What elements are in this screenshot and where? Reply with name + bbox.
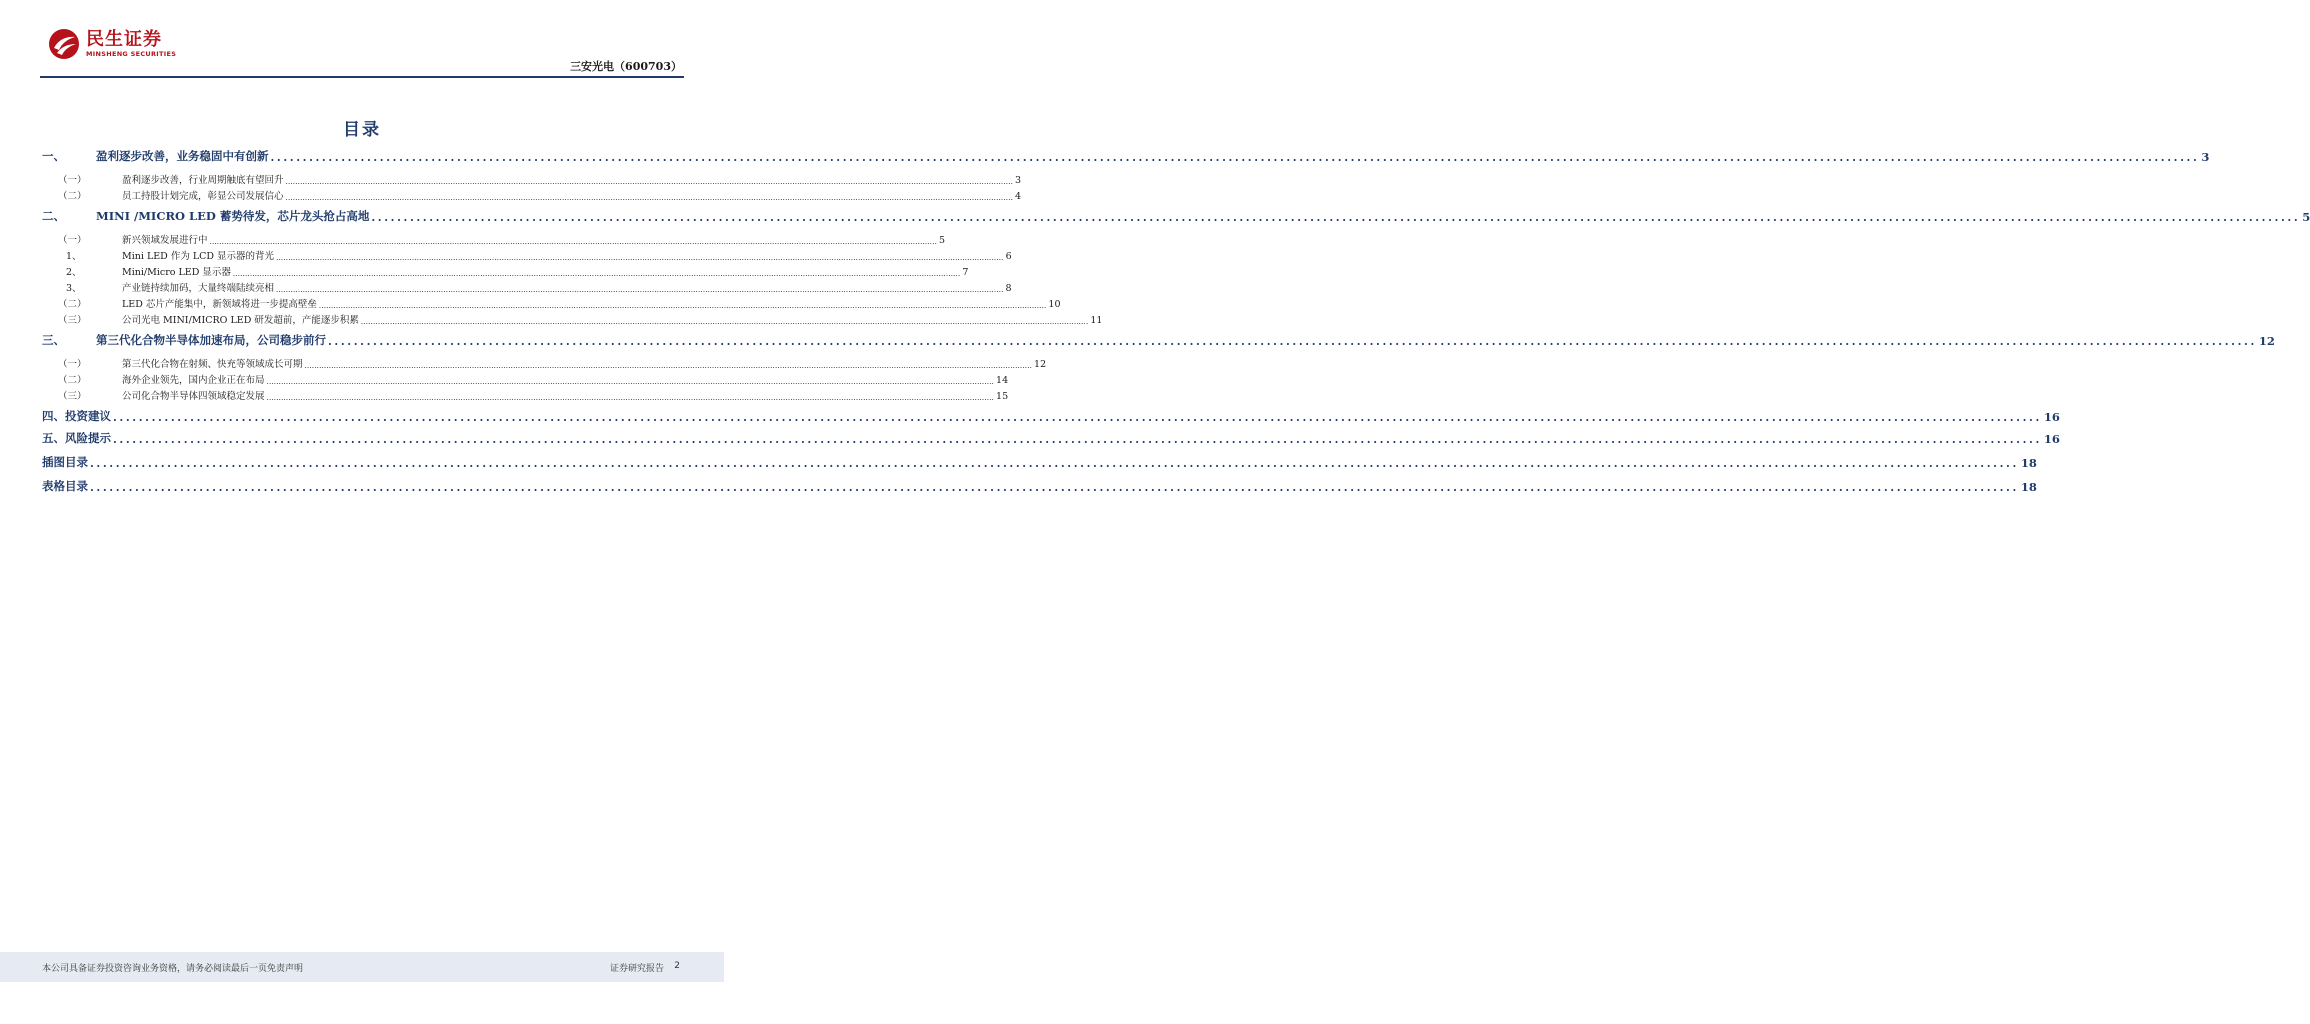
toc-entry-page: 5	[939, 235, 946, 246]
toc-subsection-entry[interactable]	[42, 170, 1022, 186]
toc-leader-dots: ............................................................................................................................................................................................................................................................................................................	[90, 481, 2019, 494]
toc-entry-page: 18	[2020, 456, 2037, 470]
stock-title: 三安光电（600703）	[570, 60, 682, 73]
toc-subsection-entry[interactable]	[42, 278, 1012, 294]
toc-section-entry[interactable]	[42, 408, 2060, 424]
logo-chinese-name: 民生证券	[86, 28, 162, 50]
toc-leader-dots: ............................................................................................................................................................................................................................................................................................................	[90, 457, 2019, 470]
toc-entry-text: LED 芯片产能集中，新领域将进一步提高壁垒	[122, 299, 317, 310]
toc-entry-page: 8	[1005, 283, 1012, 294]
toc-subsection-entry[interactable]	[42, 310, 1103, 326]
toc-leader-dots: ............................................................................................................................................................................................................................................................................................................	[328, 335, 2257, 348]
toc-entry-number: 一、	[42, 149, 65, 163]
toc-entry-page: 12	[1034, 359, 1047, 370]
toc-section-entry[interactable]	[42, 478, 2037, 494]
toc-leader-dots: ............................................................................................................................................................................................................................................................................................................	[304, 362, 1033, 370]
toc-subsection-entry[interactable]	[42, 354, 1047, 370]
logo-english-name: MINSHENG SECURITIES	[86, 49, 177, 58]
toc-entry-number: 五、风险提示	[42, 431, 111, 445]
toc-entry-text: MINI /MICRO LED 蓄势待发，芯片龙头抢占高地	[96, 209, 370, 223]
toc-entry-number: （二）	[58, 375, 87, 386]
toc-entry-page: 18	[2020, 480, 2037, 494]
company-logo	[48, 28, 176, 60]
toc-leader-dots: ............................................................................................................................................................................................................................................................................................................	[285, 178, 1014, 186]
toc-entry-text: Mini LED 作为 LCD 显示器的背光	[122, 251, 275, 262]
toc-entry-number: 二、	[42, 209, 65, 223]
toc-entry-page: 16	[2043, 410, 2060, 424]
page-footer	[0, 952, 724, 982]
toc-entry-number: （一）	[58, 175, 87, 186]
toc-entry-number: 1、	[66, 251, 82, 262]
toc-entry-text: 海外企业领先，国内企业正在布局	[122, 375, 265, 386]
toc-section-entry[interactable]	[42, 454, 2037, 470]
toc-entry-number: 3、	[66, 283, 82, 294]
minsheng-logo-icon	[48, 28, 80, 60]
toc-entry-number: （二）	[58, 191, 87, 202]
toc-subsection-entry[interactable]	[42, 230, 946, 246]
toc-leader-dots: ............................................................................................................................................................................................................................................................................................................	[266, 378, 995, 386]
toc-leader-dots: ............................................................................................................................................................................................................................................................................................................	[232, 270, 961, 278]
toc-entry-page: 7	[962, 267, 969, 278]
toc-entry-page: 4	[1015, 191, 1022, 202]
toc-entry-page: 6	[1005, 251, 1012, 262]
footer-report-type: 证券研究报告	[609, 964, 664, 974]
toc-subsection-entry[interactable]	[42, 370, 1009, 386]
toc-section-entry[interactable]	[42, 148, 2210, 164]
toc-entry-number: 插图目录	[42, 455, 88, 469]
toc-entry-text: 公司化合物半导体四领域稳定发展	[122, 391, 265, 402]
toc-entry-page: 15	[996, 391, 1009, 402]
toc-entry-number: 三、	[42, 333, 65, 347]
toc-entry-text: 新兴领域发展进行中	[122, 235, 208, 246]
toc-leader-dots: ............................................................................................................................................................................................................................................................................................................	[360, 318, 1089, 326]
toc-title: 目录	[343, 120, 381, 140]
toc-entry-page: 5	[2302, 210, 2310, 224]
toc-entry-text: 产业链持续加码，大量终端陆续亮相	[122, 283, 275, 294]
toc-entry-number: （一）	[58, 235, 87, 246]
toc-entry-page: 10	[1048, 299, 1061, 310]
toc-entry-number: 表格目录	[42, 479, 88, 493]
toc-leader-dots: ............................................................................................................................................................................................................................................................................................................	[113, 433, 2042, 446]
toc-subsection-entry[interactable]	[42, 262, 969, 278]
toc-entry-number: （一）	[58, 359, 87, 370]
toc-leader-dots: ............................................................................................................................................................................................................................................................................................................	[266, 394, 995, 402]
toc-entry-page: 16	[2043, 432, 2060, 446]
toc-entry-text: 员工持股计划完成，彰显公司发展信心	[122, 191, 284, 202]
toc-leader-dots: ............................................................................................................................................................................................................................................................................................................	[285, 194, 1014, 202]
toc-entry-page: 11	[1090, 315, 1103, 326]
toc-section-entry[interactable]	[42, 430, 2060, 446]
toc-subsection-entry[interactable]	[42, 186, 1022, 202]
toc-leader-dots: ............................................................................................................................................................................................................................................................................................................	[276, 286, 1004, 294]
toc-leader-dots: ............................................................................................................................................................................................................................................................................................................	[113, 411, 2042, 424]
toc-leader-dots: ............................................................................................................................................................................................................................................................................................................	[270, 151, 2200, 164]
toc-entry-page: 14	[996, 375, 1009, 386]
toc-entry-text: Mini/Micro LED 显示器	[122, 267, 231, 278]
toc-section-entry[interactable]	[42, 332, 2275, 348]
toc-entry-number: （三）	[58, 391, 87, 402]
toc-subsection-entry[interactable]	[42, 246, 1012, 262]
toc-entry-number: （三）	[58, 315, 87, 326]
toc-leader-dots: ............................................................................................................................................................................................................................................................................................................	[276, 254, 1004, 262]
header-divider	[40, 76, 684, 78]
toc-leader-dots: ............................................................................................................................................................................................................................................................................................................	[371, 211, 2301, 224]
toc-entry-number: （二）	[58, 299, 87, 310]
toc-entry-text: 第三代化合物在射频、快充等领域成长可期	[122, 359, 303, 370]
toc-entry-number: 2、	[66, 267, 82, 278]
toc-entry-page: 3	[2201, 150, 2210, 164]
toc-entry-number: 四、投资建议	[42, 409, 111, 423]
footer-disclaimer: 本公司具备证券投资咨询业务资格，请务必阅读最后一页免责声明	[42, 964, 304, 974]
footer-page-number: 2	[674, 961, 680, 971]
toc-section-entry[interactable]	[42, 208, 2310, 224]
toc-subsection-entry[interactable]	[42, 386, 1009, 402]
toc-leader-dots: ............................................................................................................................................................................................................................................................................................................	[209, 238, 938, 246]
toc-entry-page: 3	[1015, 175, 1022, 186]
toc-entry-page: 12	[2258, 334, 2275, 348]
toc-entry-text: 第三代化合物半导体加速布局，公司稳步前行	[96, 333, 326, 347]
toc-subsection-entry[interactable]	[42, 294, 1061, 310]
toc-entry-text: 公司光电 MINI/MICRO LED 研发超前，产能逐步积累	[122, 315, 359, 326]
toc-leader-dots: ............................................................................................................................................................................................................................................................................................................	[318, 302, 1047, 310]
toc-entry-text: 盈利逐步改善，行业周期触底有望回升	[122, 175, 284, 186]
toc-entry-text: 盈利逐步改善，业务稳固中有创新	[96, 149, 269, 163]
page-header	[0, 0, 724, 80]
